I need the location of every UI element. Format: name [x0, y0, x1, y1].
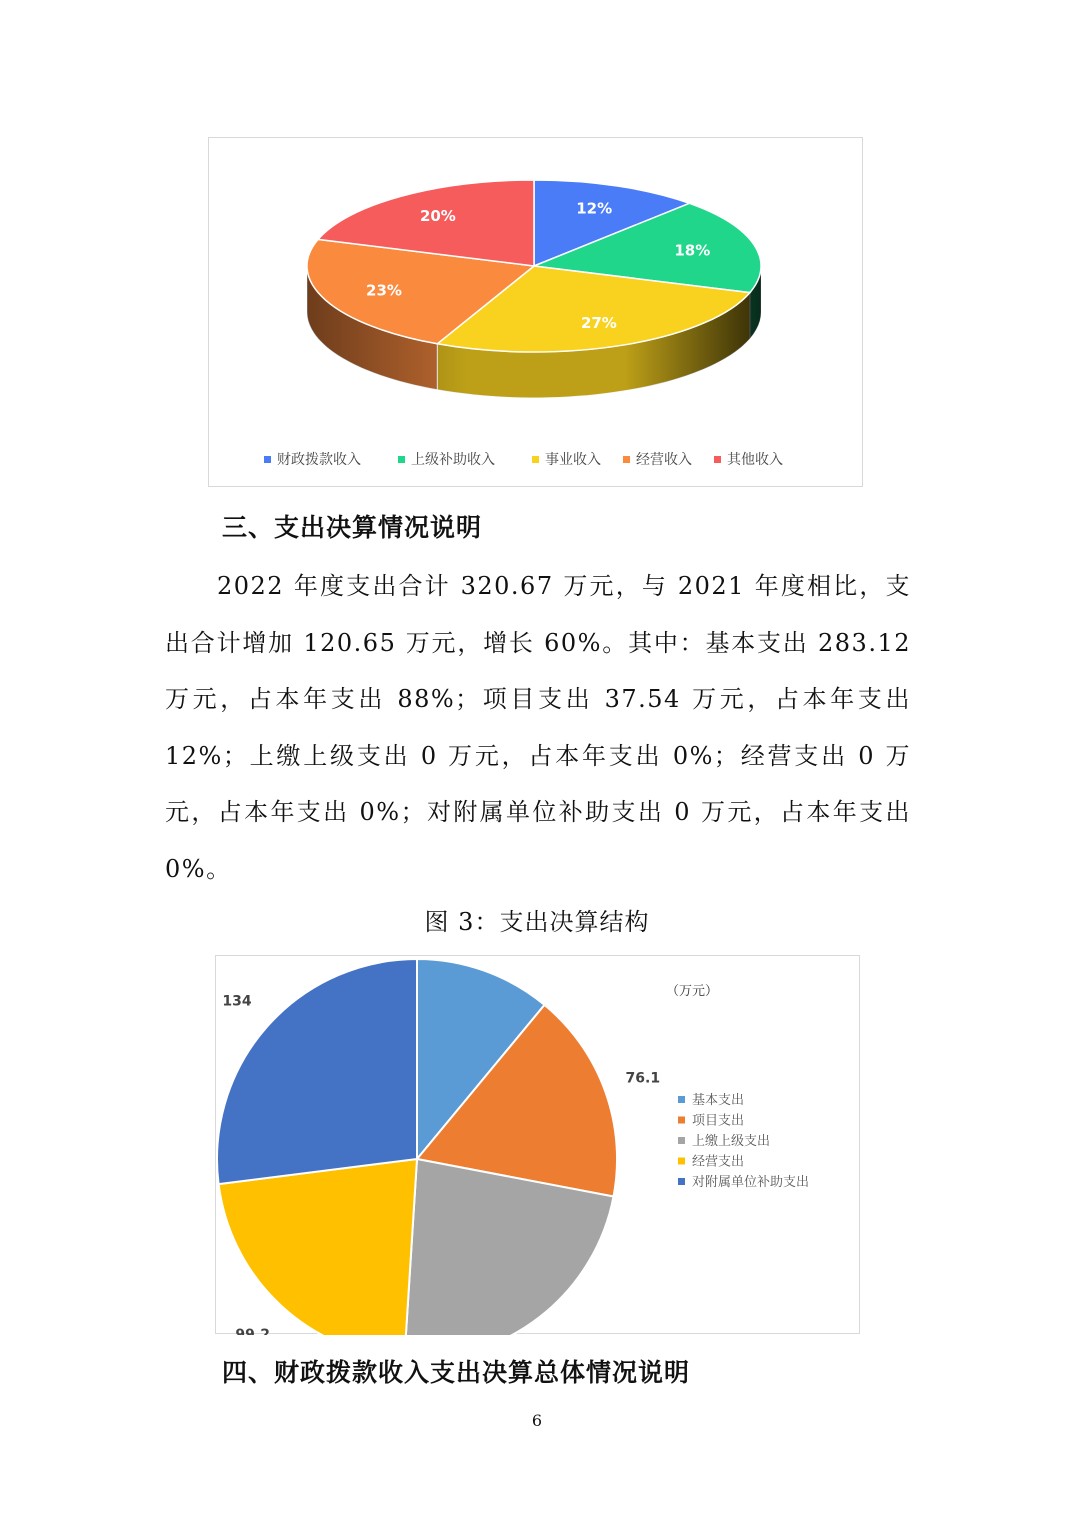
pie-label-4: 20% — [419, 206, 456, 225]
pie-label-3: 23% — [366, 281, 402, 300]
expenditure-pie-chart — [215, 955, 860, 1334]
pie-label-4: 134 — [222, 993, 252, 1010]
legend-marker-3 — [623, 456, 630, 463]
pie-label-1: 76.1 — [625, 1070, 661, 1087]
income-pie-svg — [209, 138, 864, 488]
pie-top-slices — [307, 180, 761, 352]
pie-label-3: 99.2 — [235, 1327, 270, 1335]
chart-legend — [264, 451, 783, 468]
pie-slice-3 — [219, 1159, 417, 1335]
section-heading-expenditure: 三、支出决算情况说明 — [222, 513, 483, 542]
legend-label-0: 基本支出 — [692, 1093, 745, 1108]
legend-label-2: 上缴上级支出 — [692, 1134, 771, 1149]
legend-marker-1 — [398, 456, 405, 463]
legend-label-1: 上级补助收入 — [411, 452, 495, 468]
section-heading-fiscal: 四、财政拨款收入支出决算总体情况说明 — [222, 1358, 691, 1387]
legend-label-2: 事业收入 — [545, 452, 601, 468]
expenditure-paragraph: 2022 年度支出合计 320.67 万元，与 2021 年度相比，支出合计增加 120.65 万元，增长 60%。其中：基本支出 283.12 万元，占本年支出 88%；项目支出 37.54 万元，占本年支出 12%；上缴上级支出 0 万元，占本年支出 0%；经营支出 0 万元，占本年支出 0%；对附属单位补助支出 0 万元，占本年支出 0%。 — [165, 572, 911, 883]
page-number: 6 — [531, 1411, 543, 1430]
figure-caption: 图 3：支出决算结构 — [424, 908, 650, 936]
legend-marker-4 — [714, 456, 721, 463]
legend-label-4: 其他收入 — [727, 452, 783, 468]
unit-note: （万元） — [665, 984, 719, 999]
legend-marker-2 — [532, 456, 539, 463]
legend-label-3: 经营收入 — [636, 452, 692, 468]
income-pie-chart — [208, 137, 863, 487]
legend-marker-4 — [678, 1178, 685, 1185]
legend-marker-0 — [264, 456, 271, 463]
legend-marker-0 — [678, 1096, 685, 1103]
pie-slices — [217, 959, 617, 1335]
pie-label-2: 27% — [580, 313, 617, 332]
pie-label-1: 18% — [674, 241, 711, 260]
legend-label-1: 项目支出 — [692, 1113, 745, 1129]
legend-label-0: 财政拨款收入 — [277, 452, 361, 468]
legend-marker-1 — [678, 1117, 685, 1124]
legend-label-4: 对附属单位补助支出 — [692, 1175, 810, 1190]
pie-label-0: 12% — [576, 199, 613, 218]
legend-label-3: 经营支出 — [692, 1154, 745, 1170]
legend-marker-3 — [678, 1158, 685, 1165]
expenditure-pie-svg — [216, 956, 861, 1335]
chart-legend — [678, 1092, 809, 1190]
legend-marker-2 — [678, 1137, 685, 1144]
